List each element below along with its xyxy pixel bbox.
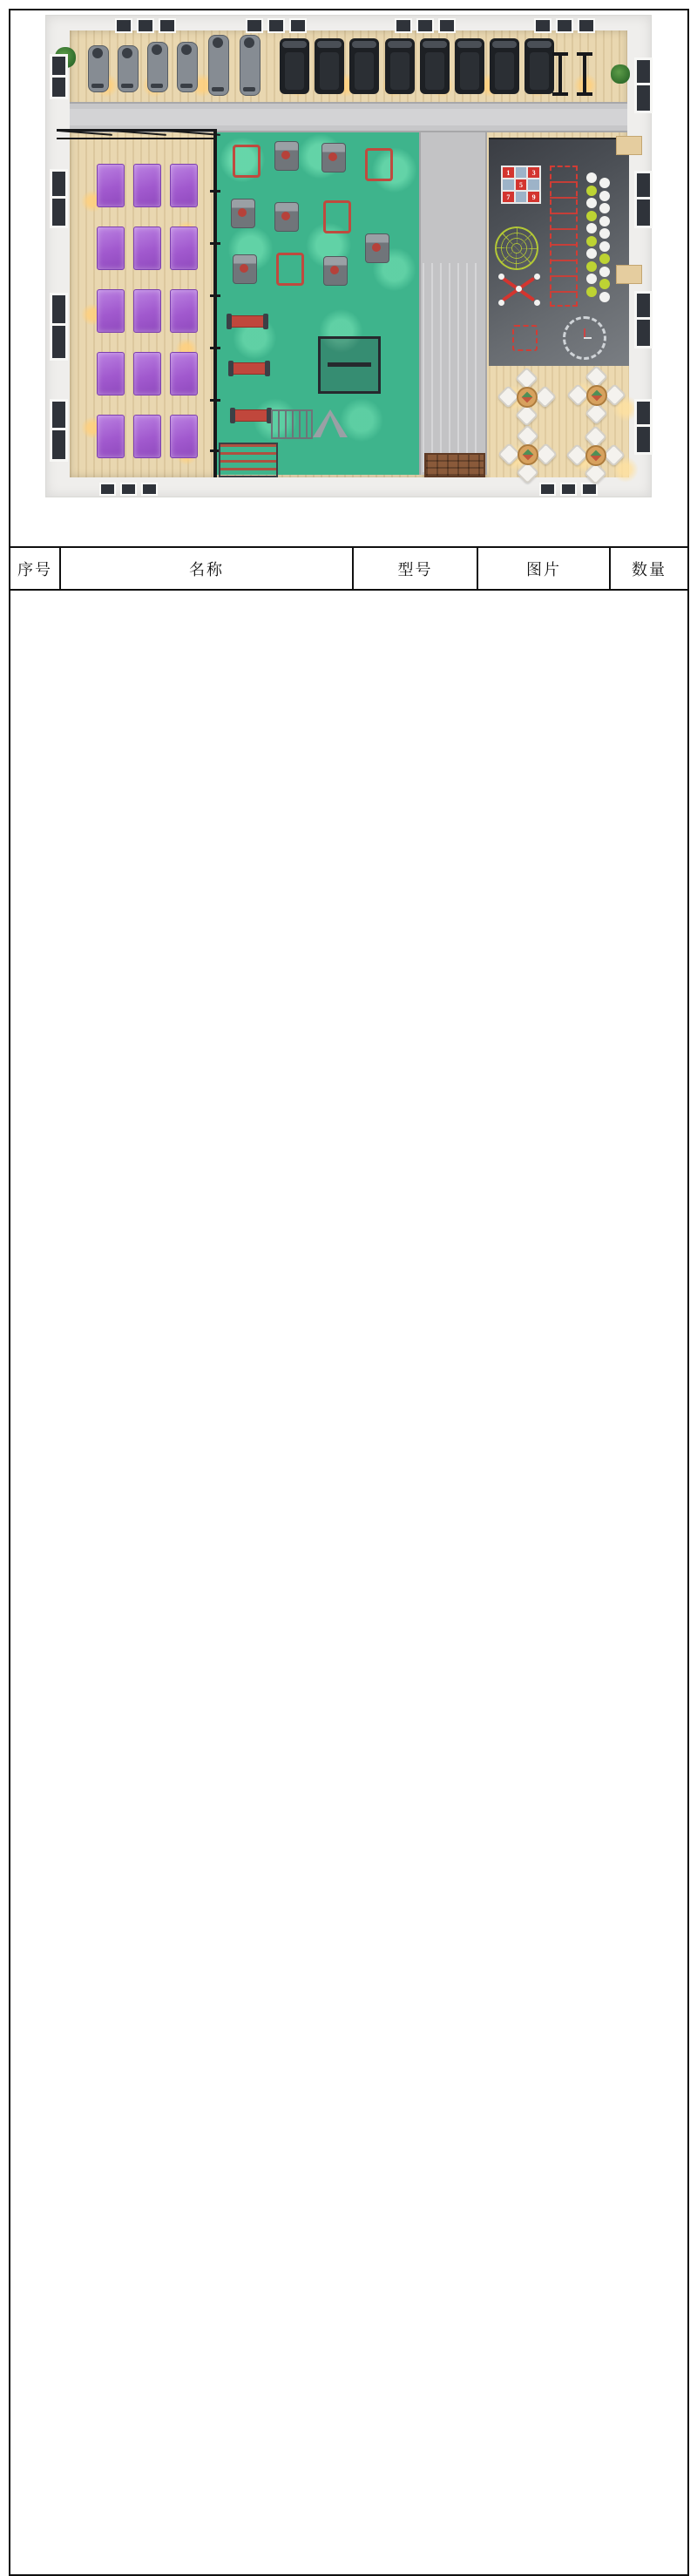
agility-ladder xyxy=(550,166,578,307)
yoga-mat xyxy=(133,415,161,458)
hopscotch-cell: 1 xyxy=(503,167,514,178)
floor-dot xyxy=(599,228,610,239)
side-window xyxy=(634,171,653,228)
window-pane xyxy=(534,18,552,33)
cable-crossover-top-view xyxy=(318,336,381,394)
strength-machine-top-view xyxy=(274,141,299,171)
side-window xyxy=(634,57,653,113)
exercise-bike-top-view xyxy=(88,45,109,92)
floor-dot xyxy=(599,216,610,226)
floor-dot xyxy=(586,172,597,183)
strength-machine-top-view xyxy=(233,254,257,284)
steel-frame-rung xyxy=(210,399,220,402)
col-header-quantity: 数量 xyxy=(610,547,688,590)
floor-dot xyxy=(599,254,610,264)
floor-dot xyxy=(586,274,597,284)
strength-machine-top-view xyxy=(323,200,351,233)
window-pane xyxy=(395,18,412,33)
treadmill-top-view xyxy=(280,38,309,94)
steel-frame-rung xyxy=(210,190,220,193)
window-pane xyxy=(267,18,285,33)
cafe-table xyxy=(585,445,606,466)
floor-dot xyxy=(586,287,597,297)
floor-dot xyxy=(586,261,597,272)
yoga-mat xyxy=(97,289,125,333)
steel-frame-column xyxy=(213,129,217,477)
side-window xyxy=(50,54,68,99)
floor-dot xyxy=(586,211,597,221)
yoga-mat xyxy=(97,226,125,270)
agility-dot xyxy=(534,274,540,280)
hopscotch-cell xyxy=(516,167,527,178)
agility-dot xyxy=(534,300,540,306)
cafe-table xyxy=(518,444,538,465)
agility-dot xyxy=(498,274,504,280)
yoga-mat xyxy=(170,164,198,207)
yoga-mat xyxy=(133,289,161,333)
treadmill-top-view xyxy=(385,38,415,94)
cafe-table xyxy=(586,385,607,406)
steel-frame-beam xyxy=(57,138,217,139)
barbell-stand xyxy=(558,52,562,96)
treadmill-top-view xyxy=(490,38,519,94)
window-pane xyxy=(578,18,595,33)
steel-frame-rung xyxy=(210,347,220,349)
yoga-mat xyxy=(170,289,198,333)
window-group xyxy=(246,18,307,33)
floor-dot xyxy=(586,236,597,247)
col-header-model: 型号 xyxy=(353,547,477,590)
storage-rack-top-view xyxy=(271,409,313,439)
treadmill-top-view xyxy=(455,38,484,94)
strength-machine-top-view xyxy=(231,199,255,228)
hopscotch-cell xyxy=(516,192,527,202)
window-pane xyxy=(416,18,434,33)
zone-strength-green-mat xyxy=(213,132,419,475)
window-group xyxy=(395,18,456,33)
strength-machine-top-view xyxy=(365,233,389,263)
barbell-storage-top-view xyxy=(219,443,278,477)
hopscotch-cell: 5 xyxy=(516,179,527,190)
red-bench-top-view xyxy=(227,315,267,328)
exercise-bike-top-view xyxy=(177,42,198,92)
floor-dot xyxy=(599,203,610,213)
window-pane xyxy=(141,483,158,496)
col-header-index: 序号 xyxy=(10,547,60,590)
yoga-mat xyxy=(170,226,198,270)
window-pane xyxy=(99,483,116,496)
aisle-lane-stripes xyxy=(423,263,484,472)
yoga-mat xyxy=(97,352,125,396)
strength-machine-top-view xyxy=(323,256,348,286)
floor-clock-marking xyxy=(563,316,606,360)
gym-floorplan xyxy=(46,16,651,497)
yoga-mat xyxy=(170,415,198,458)
agility-dot xyxy=(516,286,522,292)
window-sill xyxy=(616,265,642,284)
strength-machine-top-view xyxy=(276,253,304,286)
floor-dot xyxy=(599,178,610,188)
floor-marking-bracket xyxy=(512,325,538,351)
floor-dot xyxy=(599,279,610,289)
exercise-bike-top-view xyxy=(118,45,139,92)
floor-dot xyxy=(599,241,610,252)
window-group xyxy=(534,18,595,33)
window-pane xyxy=(159,18,176,33)
floor-dot xyxy=(586,223,597,233)
strength-machine-top-view xyxy=(233,145,261,178)
window-pane xyxy=(289,18,307,33)
treadmill-top-view xyxy=(349,38,379,94)
agility-dot xyxy=(498,300,504,306)
hopscotch-cell: 3 xyxy=(528,167,539,178)
strength-machine-top-view xyxy=(321,143,346,172)
window-group xyxy=(539,483,598,496)
side-window xyxy=(634,399,653,455)
side-window xyxy=(50,293,68,361)
hopscotch-grid xyxy=(501,166,541,204)
yoga-mat xyxy=(133,164,161,207)
side-window xyxy=(50,169,68,228)
window-pane xyxy=(560,483,577,496)
floor-dot xyxy=(599,267,610,277)
col-header-name: 名称 xyxy=(60,547,353,590)
window-pane xyxy=(246,18,263,33)
window-sill xyxy=(616,136,642,155)
yoga-mat xyxy=(133,352,161,396)
window-pane xyxy=(581,483,598,496)
floor-dot xyxy=(599,191,610,201)
red-bench-top-view xyxy=(231,409,271,422)
strength-machine-top-view xyxy=(274,202,299,232)
side-window xyxy=(634,291,653,348)
window-pane xyxy=(539,483,556,496)
treadmill-top-view xyxy=(524,38,554,94)
table-header-row xyxy=(10,547,688,590)
strength-machine-top-view xyxy=(365,148,393,181)
side-window xyxy=(50,399,68,462)
equipment-table xyxy=(9,546,689,591)
aisle-horizontal xyxy=(70,102,627,132)
cafe-table xyxy=(517,387,538,408)
yoga-mat xyxy=(170,352,198,396)
floor-dot xyxy=(586,198,597,208)
agility-web-pattern xyxy=(495,226,538,270)
yoga-mat xyxy=(133,226,161,270)
steel-frame-rung xyxy=(210,242,220,245)
treadmill-top-view xyxy=(420,38,450,94)
hopscotch-cell xyxy=(503,179,514,190)
window-pane xyxy=(115,18,132,33)
col-header-picture: 图片 xyxy=(477,547,610,590)
floor-dot xyxy=(586,186,597,196)
yoga-mat xyxy=(97,415,125,458)
red-bench-top-view xyxy=(229,362,269,375)
entrance-mat xyxy=(424,453,485,477)
window-pane xyxy=(137,18,154,33)
aisle-vertical xyxy=(419,132,487,475)
steel-frame-rung xyxy=(210,294,220,297)
potted-plant xyxy=(611,64,630,84)
exercise-bike-top-view xyxy=(208,35,229,96)
window-group xyxy=(99,483,158,496)
exercise-bike-top-view xyxy=(147,42,168,92)
treadmill-top-view xyxy=(315,38,344,94)
yoga-mat xyxy=(97,164,125,207)
window-group xyxy=(115,18,176,33)
exercise-bike-top-view xyxy=(240,35,261,96)
hopscotch-cell xyxy=(528,179,539,190)
floor-dot xyxy=(599,292,610,302)
floor-dot xyxy=(586,248,597,259)
hopscotch-cell: 9 xyxy=(528,192,539,202)
window-pane xyxy=(556,18,573,33)
window-pane xyxy=(120,483,137,496)
hopscotch-cell: 7 xyxy=(503,192,514,202)
barbell-stand xyxy=(583,52,586,96)
window-pane xyxy=(438,18,456,33)
